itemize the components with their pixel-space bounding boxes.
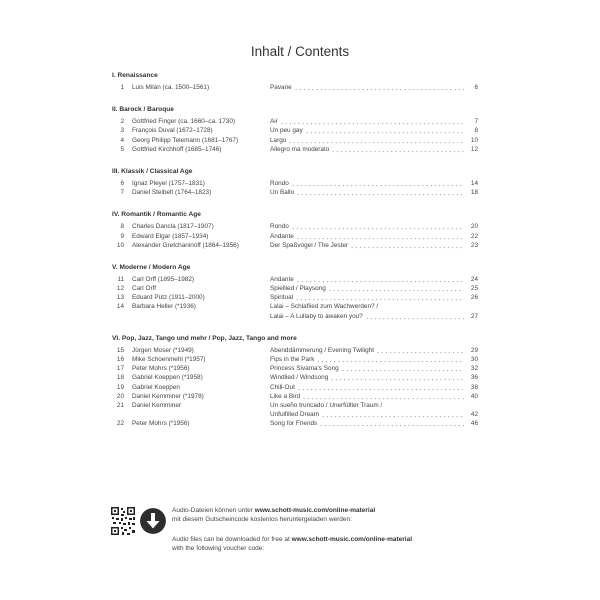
page-number: 7 bbox=[474, 118, 478, 126]
dot-leader bbox=[331, 145, 464, 154]
entry-composer: Luis Milán (ca. 1500–1561) bbox=[132, 84, 210, 91]
entry-number: 4 bbox=[120, 136, 124, 144]
piece-title: Princess Sivama's Song bbox=[270, 365, 339, 373]
dot-leader bbox=[296, 188, 464, 197]
entry-piece bbox=[270, 410, 478, 419]
entry-composer: Ignaz Pleyel (1757–1831) bbox=[132, 179, 205, 187]
page-number: 24 bbox=[470, 275, 478, 283]
contents-entry[interactable] bbox=[112, 284, 478, 293]
download-arrow-icon bbox=[140, 508, 166, 534]
entry-number: 21 bbox=[116, 401, 124, 409]
contents-entry[interactable] bbox=[112, 275, 478, 284]
piece-title: Rondo bbox=[270, 179, 289, 187]
entry-composer: Gottfried Finger (ca. 1660–ca. 1730) bbox=[132, 118, 236, 126]
entry-number bbox=[112, 312, 124, 321]
piece-title: Fips in the Park bbox=[270, 356, 315, 363]
contents-entry[interactable] bbox=[112, 392, 478, 401]
entry-piece bbox=[270, 293, 478, 302]
piece-title: Like a Bird bbox=[270, 392, 301, 400]
contents-entry[interactable] bbox=[112, 126, 478, 135]
piece-title: Windlied / Windsong bbox=[270, 374, 329, 382]
contents-section bbox=[112, 168, 478, 197]
entry-number: 10 bbox=[116, 241, 124, 249]
contents-section bbox=[112, 106, 478, 154]
dot-leader bbox=[319, 419, 464, 428]
dot-leader bbox=[341, 364, 464, 373]
entry-piece bbox=[270, 117, 478, 126]
piece-title: Allegro ma moderato bbox=[270, 145, 330, 153]
entry-composer: Carl Orff bbox=[132, 285, 157, 293]
entry-composer: Mike Schoenmehl (*1957) bbox=[132, 356, 206, 363]
audio-text bbox=[172, 506, 492, 553]
page-number: 42 bbox=[470, 411, 478, 419]
piece-title: Andante bbox=[270, 275, 294, 283]
page-number: 6 bbox=[474, 84, 478, 91]
page-number: 46 bbox=[470, 420, 478, 428]
entry-piece bbox=[270, 188, 478, 197]
contents-entry[interactable] bbox=[112, 410, 478, 419]
entry-number: 7 bbox=[120, 189, 124, 197]
section-heading: III. Klassik / Classical Age bbox=[112, 167, 193, 175]
page-number: 29 bbox=[470, 346, 478, 354]
entry-number: 2 bbox=[120, 118, 124, 126]
piece-title: Der Spaßvogel / The Jester bbox=[270, 241, 349, 249]
contents-entry[interactable] bbox=[112, 222, 478, 231]
audio-de-prefix: Audio-Dateien können unter bbox=[172, 507, 255, 514]
piece-title: Largo bbox=[270, 136, 287, 144]
entry-piece bbox=[270, 419, 478, 428]
entry-number: 16 bbox=[116, 356, 124, 363]
piece-title: Lalai – A Lullaby to awaken you? bbox=[270, 312, 363, 320]
entry-composer: Jürgen Moser (*1949) bbox=[132, 346, 194, 354]
dot-leader bbox=[302, 392, 464, 401]
piece-title: Rondo bbox=[270, 223, 289, 231]
entry-piece bbox=[270, 383, 478, 392]
entry-composer: Edward Elgar (1857–1934) bbox=[132, 232, 209, 240]
dot-leader bbox=[365, 312, 464, 321]
dot-leader bbox=[294, 83, 464, 92]
entry-piece bbox=[270, 241, 478, 250]
entry-number: 12 bbox=[116, 285, 124, 293]
entry-piece bbox=[270, 346, 478, 355]
entry-composer: Alexander Gretchaninoff (1864–1956) bbox=[132, 241, 239, 249]
audio-en-line2: with the following voucher code: bbox=[172, 545, 265, 552]
entry-number: 8 bbox=[120, 223, 124, 231]
page-title: Inhalt / Contents bbox=[250, 44, 350, 59]
contents-entry[interactable] bbox=[112, 83, 478, 92]
page-number: 12 bbox=[470, 145, 478, 153]
contents-entry[interactable] bbox=[112, 364, 478, 373]
piece-title: Un peu gay bbox=[270, 127, 303, 135]
contents-entry[interactable] bbox=[112, 145, 478, 154]
page-number: 23 bbox=[470, 241, 478, 249]
page-number: 8 bbox=[474, 127, 478, 135]
contents-entry[interactable] bbox=[112, 117, 478, 126]
page-number: 40 bbox=[470, 392, 478, 400]
entry-composer: Daniel Steibelt (1764–1823) bbox=[132, 189, 212, 197]
contents-entry[interactable] bbox=[112, 232, 478, 241]
contents-entry[interactable] bbox=[112, 302, 478, 311]
section-heading: VI. Pop, Jazz, Tango und mehr / Pop, Jazz, Tango and more bbox=[112, 334, 297, 342]
contents-section bbox=[112, 264, 478, 321]
page-number: 32 bbox=[470, 365, 478, 373]
dot-leader bbox=[296, 232, 464, 241]
entry-piece bbox=[270, 136, 478, 145]
entry-piece bbox=[270, 222, 478, 231]
page-number: 18 bbox=[470, 189, 478, 197]
dot-leader bbox=[321, 410, 464, 419]
audio-download-info bbox=[110, 506, 490, 596]
entry-composer: Peter Mohrs (*1956) bbox=[132, 365, 190, 373]
page-number: 14 bbox=[470, 179, 478, 187]
dot-leader bbox=[295, 293, 464, 302]
dot-leader bbox=[297, 383, 464, 392]
contents-entry[interactable] bbox=[112, 188, 478, 197]
contents-entry[interactable] bbox=[112, 293, 478, 302]
entry-number: 20 bbox=[116, 392, 124, 400]
dot-leader bbox=[291, 179, 464, 188]
page-number: 10 bbox=[470, 136, 478, 144]
dot-leader bbox=[350, 241, 464, 250]
piece-title: Song for Friends bbox=[270, 420, 318, 428]
piece-title: Abenddämmerung / Evening Twilight bbox=[270, 346, 374, 354]
entry-piece bbox=[270, 392, 478, 401]
section-heading: IV. Romantik / Romantic Age bbox=[112, 211, 201, 219]
page-number: 38 bbox=[470, 383, 478, 391]
entry-piece bbox=[270, 275, 478, 284]
section-heading: I. Renaissance bbox=[112, 72, 158, 79]
page-number: 25 bbox=[470, 285, 478, 293]
page-number: 22 bbox=[470, 232, 478, 240]
contents-entry[interactable] bbox=[112, 241, 478, 250]
entry-number bbox=[112, 410, 124, 419]
entry-piece bbox=[270, 364, 478, 373]
entry-composer: François Duval (1672–1728) bbox=[132, 127, 213, 135]
entry-composer: Barbara Heller (*1936) bbox=[132, 303, 196, 311]
entry-number: 14 bbox=[116, 303, 124, 311]
entry-number: 1 bbox=[120, 84, 124, 91]
entry-piece bbox=[270, 355, 478, 364]
contents-entry[interactable] bbox=[112, 373, 478, 382]
entry-number: 9 bbox=[120, 232, 124, 240]
page-number: 27 bbox=[470, 312, 478, 320]
entry-composer: Gottfried Kirchhoff (1685–1746) bbox=[132, 145, 222, 153]
contents-entry[interactable] bbox=[112, 419, 478, 428]
entry-composer: Eduard Pütz (1911–2000) bbox=[132, 294, 205, 302]
section-heading: II. Barock / Baroque bbox=[112, 106, 174, 114]
entry-piece bbox=[270, 83, 478, 92]
section-heading: V. Moderne / Modern Age bbox=[112, 263, 191, 271]
contents-section bbox=[112, 211, 478, 250]
contents-entry[interactable] bbox=[112, 136, 478, 145]
contents-entry[interactable] bbox=[112, 179, 478, 188]
audio-de-line2: mit diesem Gutscheincode kostenlos heruntergeladen werden: bbox=[172, 516, 352, 523]
piece-title: Andante bbox=[270, 232, 294, 240]
entry-composer: Peter Mohrs (*1956) bbox=[132, 420, 190, 428]
entry-composer: Daniel Kemminer (*1978) bbox=[132, 392, 204, 400]
entry-number: 6 bbox=[120, 179, 124, 187]
page-number: 20 bbox=[470, 223, 478, 231]
contents-entry[interactable] bbox=[112, 346, 478, 355]
piece-title: Pavane bbox=[270, 84, 292, 91]
entry-number: 15 bbox=[116, 346, 124, 354]
qr-code-icon bbox=[110, 506, 136, 536]
dot-leader bbox=[305, 126, 464, 135]
contents-section bbox=[112, 335, 478, 429]
audio-de-url[interactable]: www.schott-music.com/online-material bbox=[254, 507, 376, 514]
entry-composer: Daniel Kemminer bbox=[132, 401, 182, 409]
dot-leader bbox=[288, 136, 464, 145]
entry-piece bbox=[270, 232, 478, 241]
entry-piece bbox=[270, 145, 478, 154]
piece-title: Spiellied / Playsong bbox=[270, 285, 326, 293]
entry-piece bbox=[270, 302, 478, 311]
entry-composer: Gabriel Koeppen bbox=[132, 383, 180, 391]
piece-title: Un Ballo bbox=[270, 189, 295, 197]
entry-piece bbox=[270, 401, 478, 410]
contents-list bbox=[112, 72, 478, 443]
entry-composer: Georg Philipp Telemann (1681–1767) bbox=[132, 136, 239, 144]
dot-leader bbox=[376, 346, 464, 355]
piece-title: Chill-Out bbox=[270, 383, 295, 391]
entry-piece bbox=[270, 312, 478, 321]
piece-title: Spiritual bbox=[270, 294, 294, 302]
audio-en-url[interactable]: www.schott-music.com/online-material bbox=[291, 536, 413, 543]
dot-leader bbox=[330, 373, 464, 382]
entry-number: 19 bbox=[116, 383, 124, 391]
dot-leader bbox=[316, 355, 464, 364]
contents-entry[interactable] bbox=[112, 355, 478, 364]
entry-piece bbox=[270, 284, 478, 293]
contents-entry[interactable] bbox=[112, 401, 478, 410]
entry-piece bbox=[270, 373, 478, 382]
dot-leader bbox=[296, 275, 464, 284]
piece-title: Air bbox=[270, 118, 278, 126]
contents-entry[interactable] bbox=[112, 383, 478, 392]
dot-leader bbox=[328, 284, 464, 293]
contents-section bbox=[112, 72, 478, 92]
audio-en-prefix: Audio files can be downloaded for free at bbox=[172, 536, 292, 543]
entry-piece bbox=[270, 126, 478, 135]
entry-composer: Charles Dancla (1817–1907) bbox=[132, 223, 214, 231]
piece-title: Lalai – Schlaflied zum Wachwerden? / bbox=[270, 303, 379, 311]
piece-title: Unfulfilled Dream bbox=[270, 411, 320, 419]
dot-leader bbox=[291, 222, 464, 231]
entry-number: 18 bbox=[116, 374, 124, 382]
audio-en-line1 bbox=[172, 535, 492, 544]
page-number: 36 bbox=[470, 374, 478, 382]
piece-title: Un sueño truncado / Unerfüllter Traum / bbox=[270, 401, 383, 409]
page-number: 26 bbox=[470, 294, 478, 302]
audio-de-line1 bbox=[172, 506, 492, 515]
entry-number: 22 bbox=[116, 420, 124, 428]
entry-number: 3 bbox=[120, 127, 124, 135]
entry-number: 5 bbox=[120, 145, 124, 153]
entry-composer: Gabriel Koeppen (*1958) bbox=[132, 374, 203, 382]
entry-number: 13 bbox=[116, 294, 124, 302]
page-number: 30 bbox=[470, 356, 478, 363]
entry-composer: Carl Orff (1895–1982) bbox=[132, 275, 195, 283]
contents-entry[interactable] bbox=[112, 312, 478, 321]
dot-leader bbox=[280, 117, 464, 126]
entry-piece bbox=[270, 179, 478, 188]
entry-number: 17 bbox=[116, 365, 124, 373]
entry-number: 11 bbox=[117, 275, 124, 283]
